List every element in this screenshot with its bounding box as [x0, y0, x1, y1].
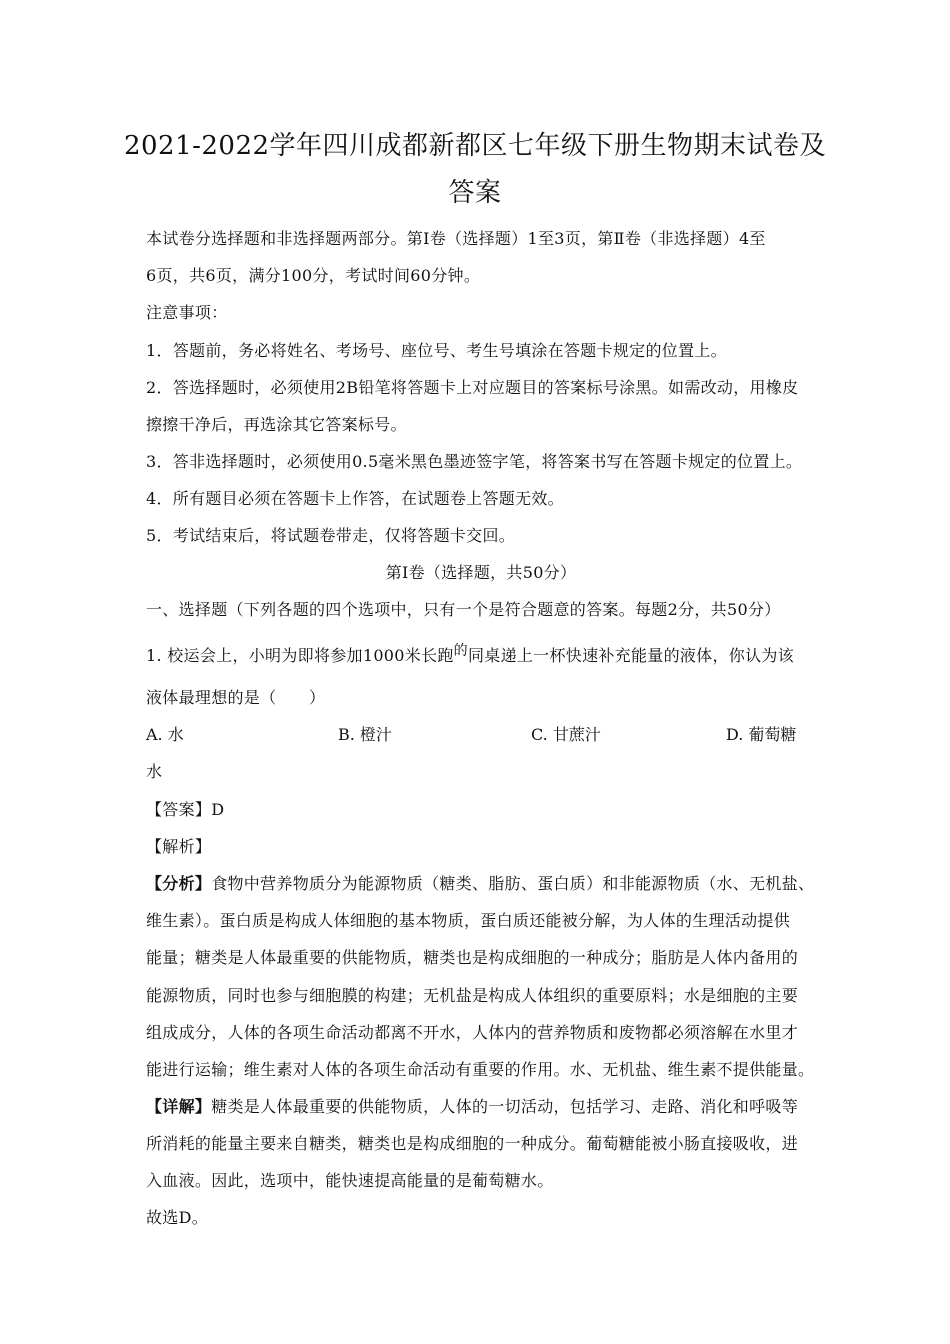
notice-item-3: 3．答非选择题时，必须使用0.5毫米黑色墨迹签字笔，将答案书写在答题卡规定的位置上。	[146, 452, 803, 471]
question-1-stem-line-1	[146, 643, 816, 666]
fenxi-line-6: 能进行运输；维生素对人体的各项生命活动有重要的作用。水、无机盐、维生素不提供能量。	[146, 1060, 815, 1079]
conclusion-line: 故选D。	[146, 1208, 209, 1227]
document-title-line-1: 2021-2022学年四川成都新都区七年级下册生物期末试卷及	[123, 131, 827, 161]
analysis-label: 【解析】	[146, 837, 212, 856]
notice-item-2-line-1: 2．答选择题时，必须使用2B铅笔将答题卡上对应题目的答案标号涂黑。如需改动，用橡皮	[146, 378, 799, 397]
fenxi-label: 【分析】	[146, 874, 212, 893]
question-1-stem-part-a: 1. 校运会上，小明为即将参加1000米长跑	[146, 646, 454, 665]
intro-line-2: 6页，共6页，满分100分，考试时间60分钟。	[146, 266, 481, 285]
section-heading: 第Ⅰ卷（选择题，共50分）	[385, 563, 577, 582]
answer-line	[146, 797, 816, 820]
document-title-line-2: 答案	[448, 178, 502, 208]
notice-item-4: 4．所有题目必须在答题卡上作答，在试题卷上答题无效。	[146, 489, 564, 508]
question-1-stem-line-2: 液体最理想的是（ ）	[146, 688, 326, 707]
fenxi-line-5: 组成成分，人体的各项生命活动都离不开水，人体内的营养物质和废物都必须溶解在水里才	[146, 1023, 799, 1042]
fenxi-text-1: 食物中营养物质分为能源物质（糖类、脂肪、蛋白质）和非能源物质（水、无机盐、	[211, 874, 815, 893]
question-1-option-c: C. 甘蔗汁	[531, 725, 601, 744]
question-1-option-a: A. 水	[146, 725, 184, 744]
answer-value: D	[211, 800, 225, 819]
detail-line-1	[146, 1094, 816, 1117]
notice-item-2-line-2: 擦擦干净后，再选涂其它答案标号。	[146, 415, 407, 434]
notice-item-5: 5．考试结束后，将试题卷带走，仅将答题卡交回。	[146, 526, 516, 545]
section-instruction: 一、选择题（下列各题的四个选项中，只有一个是符合题意的答案。每题2分，共50分）	[146, 600, 781, 619]
question-1-option-b: B. 橙汁	[338, 725, 392, 744]
notice-heading: 注意事项：	[146, 303, 228, 322]
detail-line-3: 入血液。因此，选项中，能快速提高能量的是葡萄糖水。	[146, 1171, 554, 1190]
question-1-option-d-continued: 水	[146, 762, 163, 781]
detail-line-2: 所消耗的能量主要来自糖类，糖类也是构成细胞的一种成分。葡萄糖能被小肠直接吸收，进	[146, 1134, 799, 1153]
fenxi-line-3: 能量；糖类是人体最重要的供能物质，糖类也是构成细胞的一种成分；脂肪是人体内备用的	[146, 948, 799, 967]
fenxi-line-2: 维生素）。蛋白质是构成人体细胞的基本物质，蛋白质还能被分解，为人体的生理活动提供	[146, 911, 791, 930]
fenxi-line-4: 能源物质，同时也参与细胞膜的构建；无机盐是构成人体组织的重要原料；水是细胞的主要	[146, 986, 799, 1005]
question-1-option-d: D. 葡萄糖	[726, 725, 797, 744]
question-1-stem-part-b: 同桌递上一杯快速补充能量的液体，你认为该	[467, 646, 794, 665]
detail-text-1: 糖类是人体最重要的供能物质，人体的一切活动，包括学习、走路、消化和呼吸等	[211, 1097, 799, 1116]
answer-label: 【答案】	[146, 800, 212, 819]
question-1-stem-superscript: 的	[453, 643, 468, 659]
fenxi-line-1	[146, 871, 816, 894]
notice-item-1: 1．答题前，务必将姓名、考场号、座位号、考生号填涂在答题卡规定的位置上。	[146, 341, 727, 360]
intro-line-1: 本试卷分选择题和非选择题两部分。第Ⅰ卷（选择题）1至3页，第Ⅱ卷（非选择题）4至	[146, 229, 766, 248]
detail-label: 【详解】	[146, 1097, 212, 1116]
